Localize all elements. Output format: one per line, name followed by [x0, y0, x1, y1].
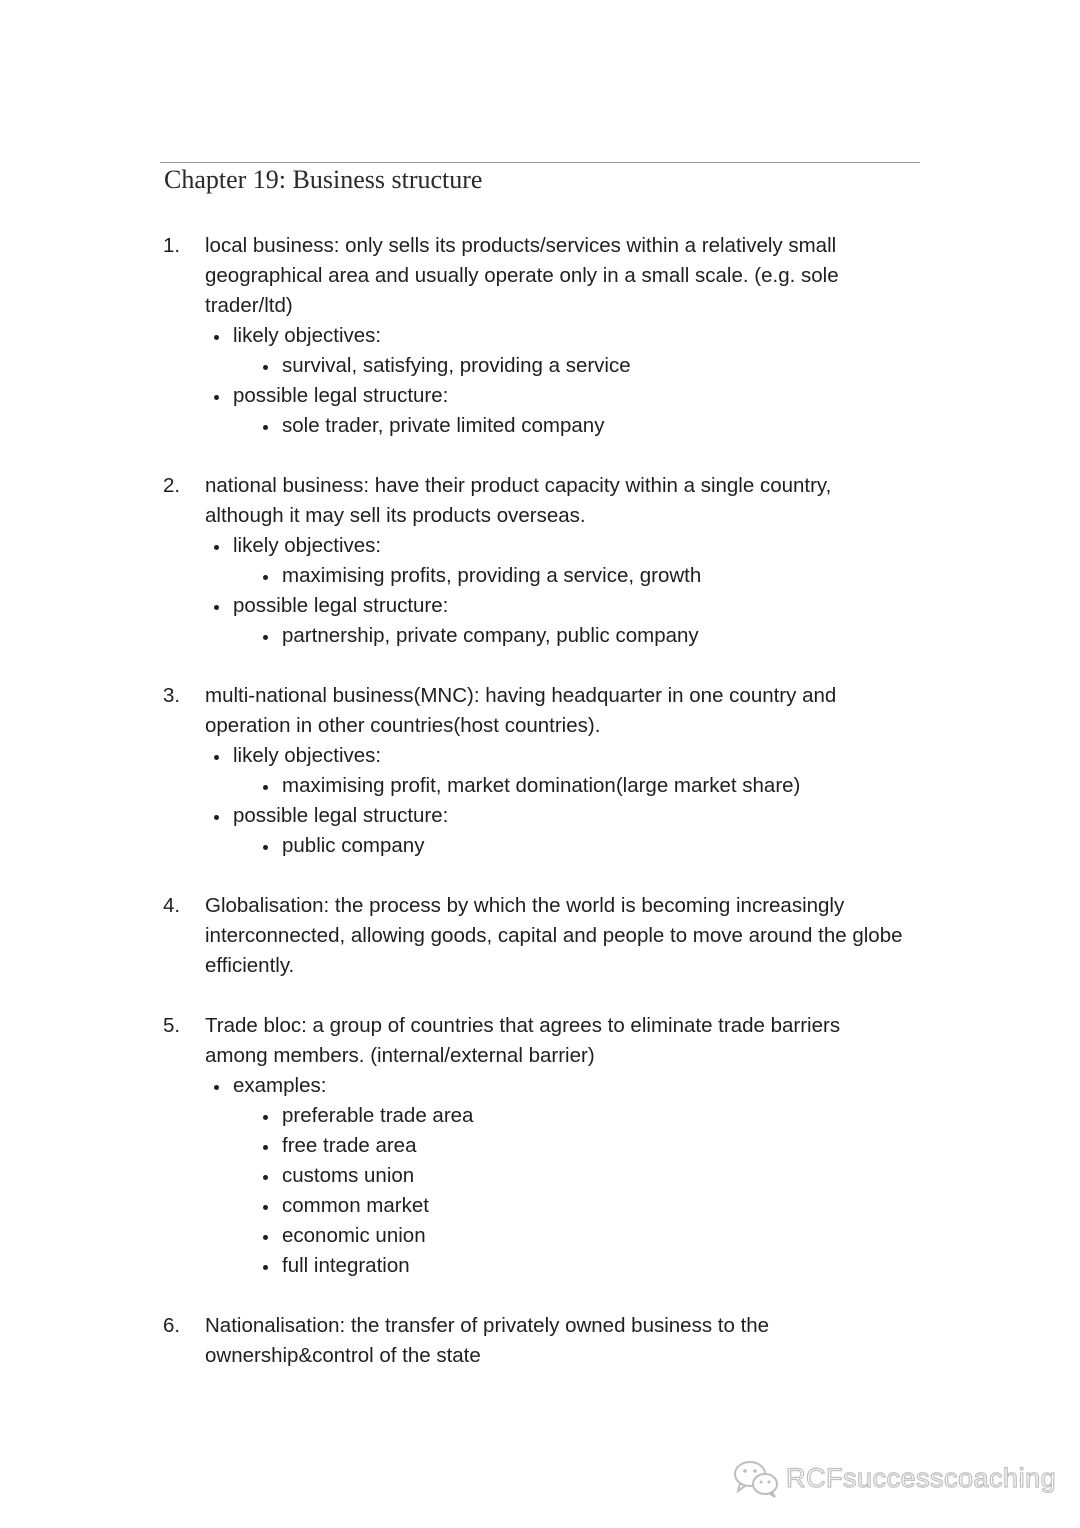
- item-number: 2.: [163, 474, 181, 497]
- nested-bullet-item: public company: [254, 831, 903, 861]
- nested-bullet-item: customs union: [254, 1161, 903, 1191]
- item-number: 6.: [163, 1314, 181, 1337]
- numbered-item: [163, 231, 903, 441]
- nested-bullet-list: [233, 561, 903, 591]
- nested-bullet-item: preferable trade area: [254, 1101, 903, 1131]
- bullet-label: possible legal structure:: [233, 594, 449, 617]
- bullet-label: likely objectives:: [233, 744, 382, 767]
- bullet-item: [205, 591, 903, 651]
- content-list: [163, 231, 903, 1401]
- nested-bullet-item: maximising profit, market domination(large market share): [254, 771, 903, 801]
- bullet-item: [205, 321, 903, 381]
- nested-bullet-list: [233, 1101, 903, 1281]
- numbered-item: [163, 471, 903, 651]
- numbered-item: [163, 1311, 903, 1371]
- item-text: Trade bloc: a group of countries that agrees to eliminate trade barriers among members. (internal/external barrier): [205, 1014, 841, 1067]
- numbered-item: [163, 681, 903, 861]
- bullet-list: [205, 1071, 903, 1281]
- nested-bullet-item: full integration: [254, 1251, 903, 1281]
- nested-bullet-item: free trade area: [254, 1131, 903, 1161]
- item-number: 1.: [163, 234, 181, 257]
- nested-bullet-item: survival, satisfying, providing a service: [254, 351, 903, 381]
- nested-bullet-item: maximising profits, providing a service, growth: [254, 561, 903, 591]
- numbered-item: [163, 891, 903, 981]
- bullet-item: [205, 801, 903, 861]
- nested-bullet-item: common market: [254, 1191, 903, 1221]
- item-text: Nationalisation: the transfer of privately owned business to the ownership&control of the state: [205, 1314, 770, 1367]
- nested-bullet-list: [233, 831, 903, 861]
- bullet-list: [205, 531, 903, 651]
- nested-bullet-item: economic union: [254, 1221, 903, 1251]
- bullet-item: [205, 1071, 903, 1281]
- bullet-label: possible legal structure:: [233, 384, 449, 407]
- item-text: local business: only sells its products/services within a relatively small geographical area and usually operate only in a small scale. (e.g. sole trader/ltd): [205, 234, 839, 317]
- bullet-list: [205, 321, 903, 441]
- bullet-item: [205, 381, 903, 441]
- bullet-item: [205, 741, 903, 801]
- bullet-label: possible legal structure:: [233, 804, 449, 827]
- item-number: 5.: [163, 1014, 181, 1037]
- item-text: multi-national business(MNC): having headquarter in one country and operation in other countries(host countries).: [205, 684, 837, 737]
- nested-bullet-list: [233, 771, 903, 801]
- watermark: [732, 1458, 1056, 1498]
- bullet-label: examples:: [233, 1074, 327, 1097]
- nested-bullet-list: [233, 411, 903, 441]
- bullet-item: [205, 531, 903, 591]
- bullet-list: [205, 741, 903, 861]
- watermark-text: RCFsuccesscoaching: [786, 1462, 1057, 1493]
- nested-bullet-list: [233, 351, 903, 381]
- bullet-label: likely objectives:: [233, 534, 382, 557]
- nested-bullet-item: partnership, private company, public company: [254, 621, 903, 651]
- item-number: 3.: [163, 684, 181, 707]
- nested-bullet-item: sole trader, private limited company: [254, 411, 903, 441]
- wechat-icon: [732, 1458, 782, 1498]
- numbered-item: [163, 1011, 903, 1281]
- chapter-title: Chapter 19: Business structure: [164, 165, 483, 194]
- item-number: 4.: [163, 894, 181, 917]
- item-text: Globalisation: the process by which the world is becoming increasingly interconnected, allowing goods, capital and people to move around the globe efficiently.: [205, 894, 903, 977]
- item-text: national business: have their product capacity within a single country, although it may sell its products overseas.: [205, 474, 832, 527]
- bullet-label: likely objectives:: [233, 324, 382, 347]
- nested-bullet-list: [233, 621, 903, 651]
